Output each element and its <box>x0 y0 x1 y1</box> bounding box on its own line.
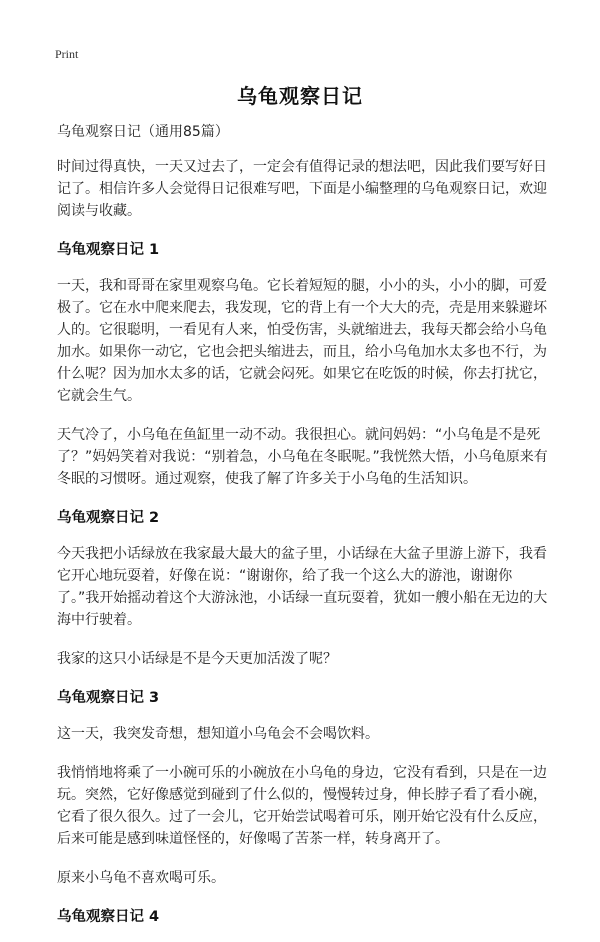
section-paragraph: 我悄悄地将乘了一小碗可乐的小碗放在小乌龟的身边，它没有看到，只是在一边玩。突然，它好像感觉到碰到了什么似的，慢慢转过身，伸长脖子看了看小碗，它看了很久很久。过了一会儿，它开始尝试喝着可乐，刚开始它没有什么反应，后来可能是感到味道怪怪的，好像喝了苦茶一样，转身离开了。 <box>57 765 547 847</box>
section-paragraph: 天气冷了，小乌龟在鱼缸里一动不动。我很担心。就问妈妈：“小乌龟是不是死了？”妈妈笑着对我说：“别着急，小乌龟在冬眠呢。”我恍然大悟，小乌龟原来有冬眠的习惯呀。通过观察，使我了解了许多关于小乌龟的生活知识。 <box>57 427 548 487</box>
section-paragraph: 原来小乌龟不喜欢喝可乐。 <box>57 870 225 886</box>
section-paragraph: 这一天，我突发奇想，想知道小乌龟会不会喝饮料。 <box>57 726 379 742</box>
print-link[interactable]: Print <box>55 47 79 61</box>
intro-paragraph: 时间过得真快，一天又过去了，一定会有值得记录的想法吧，因此我们要写好日记了。相信许多人会觉得日记很难写吧，下面是小编整理的乌龟观察日记，欢迎阅读与收藏。 <box>57 159 547 219</box>
section-heading: 乌龟观察日记 3 <box>57 690 160 706</box>
section-paragraph: 今天我把小话绿放在我家最大最大的盆子里，小话绿在大盆子里游上游下，我看它开心地玩耍着，好像在说：“谢谢你，给了我一个这么大的游池，谢谢你了。”我开始摇动着这个大游泳池，小话绿一直玩耍着，犹如一艘小船在无边的大海中行驶着。 <box>57 546 548 628</box>
article-body <box>57 121 553 942</box>
section-heading: 乌龟观察日记 2 <box>57 510 160 526</box>
page-title: 乌龟观察日记 <box>237 84 363 108</box>
section-paragraph: 一天，我和哥哥在家里观察乌龟。它长着短短的腿，小小的头，小小的脚，可爱极了。它在水中爬来爬去，我发现，它的背上有一个大大的壳，壳是用来躲避坏人的。它很聪明，一看见有人来，怕受伤害，头就缩进去，我每天都会给小乌龟加水。如果你一动它，它也会把头缩进去，而且，给小乌龟加水太多也不行，为什么呢？因为加水太多的话，它就会闷死。如果它在吃饭的时候，你去打扰它，它就会生气。 <box>57 278 547 404</box>
section-heading: 乌龟观察日记 1 <box>57 242 160 258</box>
article-subtitle: 乌龟观察日记（通用85篇） <box>57 124 229 140</box>
section-paragraph: 我家的这只小话绿是不是今天更加活泼了呢？ <box>57 651 337 667</box>
section-heading: 乌龟观察日记 4 <box>57 909 160 925</box>
